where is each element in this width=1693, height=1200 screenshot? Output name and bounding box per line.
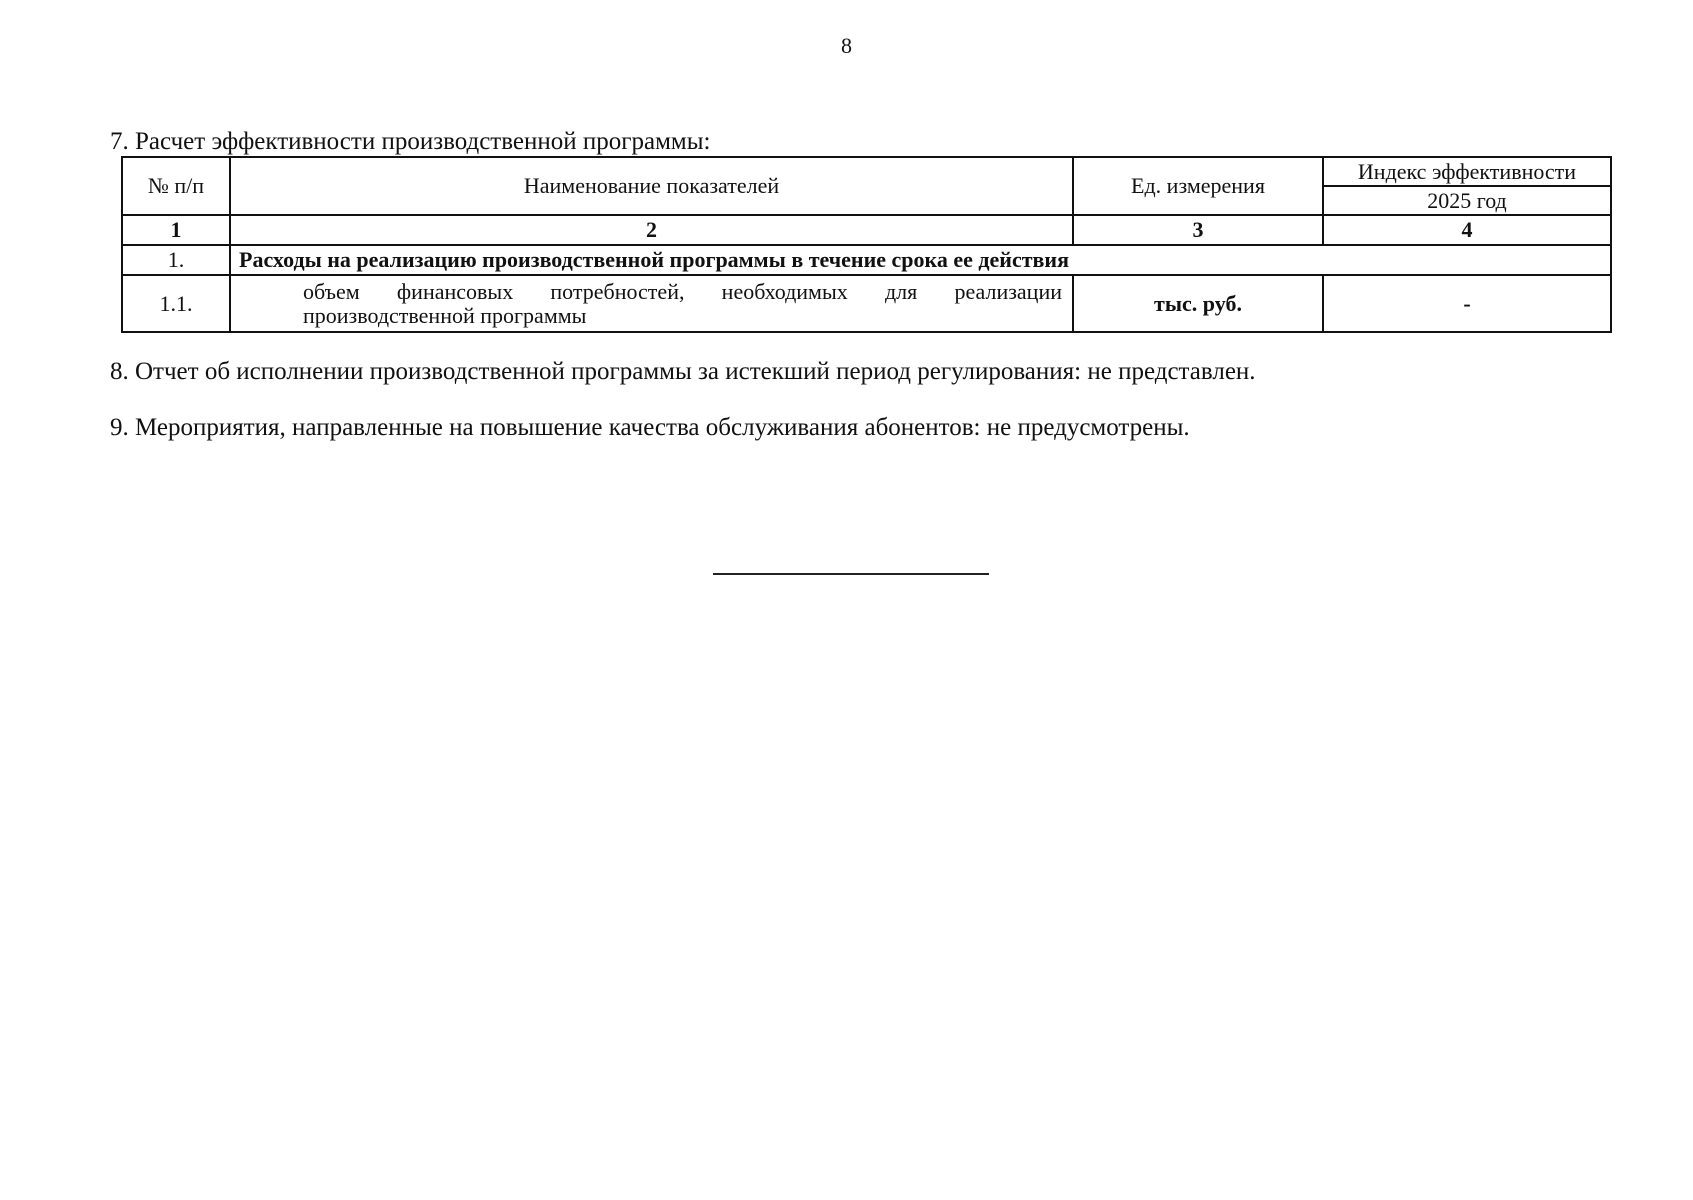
section-row-label: Расходы на реализацию производственной программы в течение срока ее действия — [230, 245, 1611, 275]
efficiency-table-container — [121, 156, 1610, 333]
page-number: 8 — [841, 33, 852, 58]
column-number-2: 2 — [230, 215, 1073, 245]
table-section-row — [122, 245, 1611, 275]
section-8-text: 8. Отчет об исполнении производственной программы за истекший период регулирования: не представлен. — [110, 358, 1256, 385]
section-9-text: 9. Мероприятия, направленные на повышение качества обслуживания абонентов: не предусмотрены. — [110, 414, 1190, 441]
row-value: - — [1323, 275, 1611, 332]
table-header-row — [122, 157, 1611, 186]
column-number-1: 1 — [122, 215, 230, 245]
efficiency-table — [121, 156, 1612, 333]
header-unit: Ед. измерения — [1073, 157, 1323, 215]
row-num: 1.1. — [122, 275, 230, 332]
header-name: Наименование показателей — [230, 157, 1073, 215]
end-of-document-rule — [713, 573, 989, 575]
header-num: № п/п — [122, 157, 230, 215]
header-year: 2025 год — [1323, 186, 1611, 215]
table-row — [122, 275, 1611, 332]
column-number-3: 3 — [1073, 215, 1323, 245]
row-name: объем финансовых потребностей, необходимых для реализации производственной программы — [230, 275, 1073, 332]
column-number-row — [122, 215, 1611, 245]
section-7-title: 7. Расчет эффективности производственной программы: — [110, 128, 711, 155]
section-row-num: 1. — [122, 245, 230, 275]
column-number-4: 4 — [1323, 215, 1611, 245]
header-index-group: Индекс эффективности — [1323, 157, 1611, 186]
row-unit: тыс. руб. — [1073, 275, 1323, 332]
